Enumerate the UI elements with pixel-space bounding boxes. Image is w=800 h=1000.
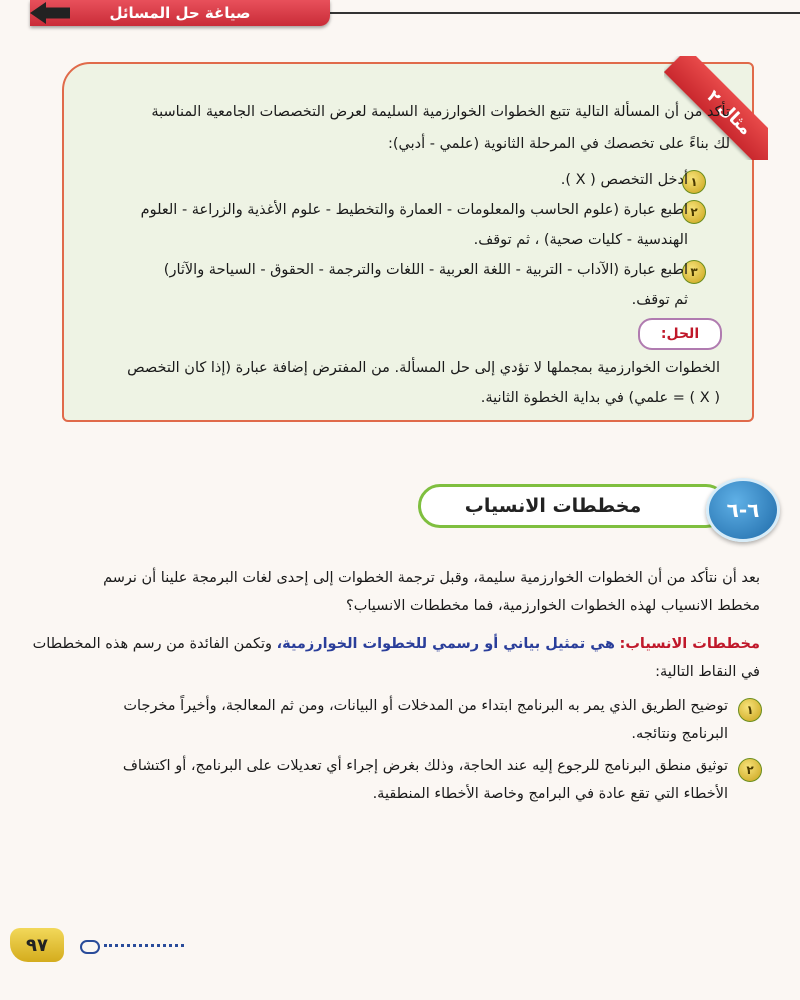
definition-line-2: في النقاط التالية: <box>655 664 760 680</box>
page-number: ٩٧ <box>10 928 64 962</box>
example-text-line: لك بناءً على تخصصك في المرحلة الثانوية (علمي - أدبي): <box>388 136 730 152</box>
solution-label: الحل: <box>638 318 722 350</box>
section-number-badge: ٦-٦ <box>706 478 780 542</box>
point-number-badge: ٢ <box>738 758 762 782</box>
step-text: الهندسية - كليات صحية) ، ثم توقف. <box>473 232 688 248</box>
definition-term: مخططات الانسياب: <box>619 636 760 652</box>
step-text: اطبع عبارة (الآداب - التربية - اللغة العربية - اللغات والترجمة - الحقوق - السياحة والآثار) <box>163 262 688 278</box>
point-text: الأخطاء التي تقع عادة في البرامج وخاصة الأخطاء المنطقية. <box>372 786 728 802</box>
section-title: مخططات الانسياب <box>418 484 728 528</box>
example-tag-label: مثال ٢ <box>664 56 768 160</box>
point-text: توثيق منطق البرنامج للرجوع إليه عند الحاجة، وذلك بغرض إجراء أي تعديلات على البرنامج، أو اكتشاف <box>122 758 728 774</box>
step-text: أدخل التخصص ( X ). <box>560 172 688 188</box>
intro-text-line: بعد أن نتأكد من أن الخطوات الخوارزمية سليمة، وقبل ترجمة الخطوات إلى إحدى لغات البرمجة علينا أن نرسم <box>103 570 760 586</box>
definition-line <box>33 632 760 656</box>
point-text: البرنامج ونتائجه. <box>631 726 728 742</box>
banner-title: صياغة حل المسائل <box>109 4 251 22</box>
step-text: اطبع عبارة (علوم الحاسب والمعلومات - العمارة والتخطيط - علوم الأغذية والزراعة - العلوم <box>140 202 688 218</box>
header-rule <box>330 12 800 14</box>
point-number-badge: ١ <box>738 698 762 722</box>
page-arrow-icon <box>80 940 100 954</box>
intro-text-line: مخطط الانسياب لهذه الخطوات الخوارزمية، فما مخططات الانسياب؟ <box>346 598 760 614</box>
step-number-badge: ٣ <box>682 260 706 284</box>
step-text: ثم توقف. <box>631 292 688 308</box>
example-text-line: تأكد من أن المسألة التالية تتبع الخطوات الخوارزمية السليمة لعرض التخصصات الجامعية المناسبة <box>151 104 730 120</box>
solution-text: الخطوات الخوارزمية بمجملها لا تؤدي إلى حل المسألة. من المفترض إضافة عبارة (إذا كان التخصص <box>127 360 720 376</box>
point-text: توضيح الطريق الذي يمر به البرنامج ابتداء من المدخلات أو البيانات، ومن ثم المعالجة، وأخيراً مخرجات <box>123 698 728 714</box>
step-number-badge: ١ <box>682 170 706 194</box>
page-dots-decoration <box>104 944 184 947</box>
chapter-banner <box>30 0 330 26</box>
definition-highlight: هي تمثيل بياني أو رسمي للخطوات الخوارزمية، <box>276 636 615 652</box>
definition-rest: وتكمن الفائدة من رسم هذه المخططات <box>32 636 273 652</box>
step-number-badge: ٢ <box>682 200 706 224</box>
solution-text: ( X ) = علمي) في بداية الخطوة الثانية. <box>480 390 720 406</box>
